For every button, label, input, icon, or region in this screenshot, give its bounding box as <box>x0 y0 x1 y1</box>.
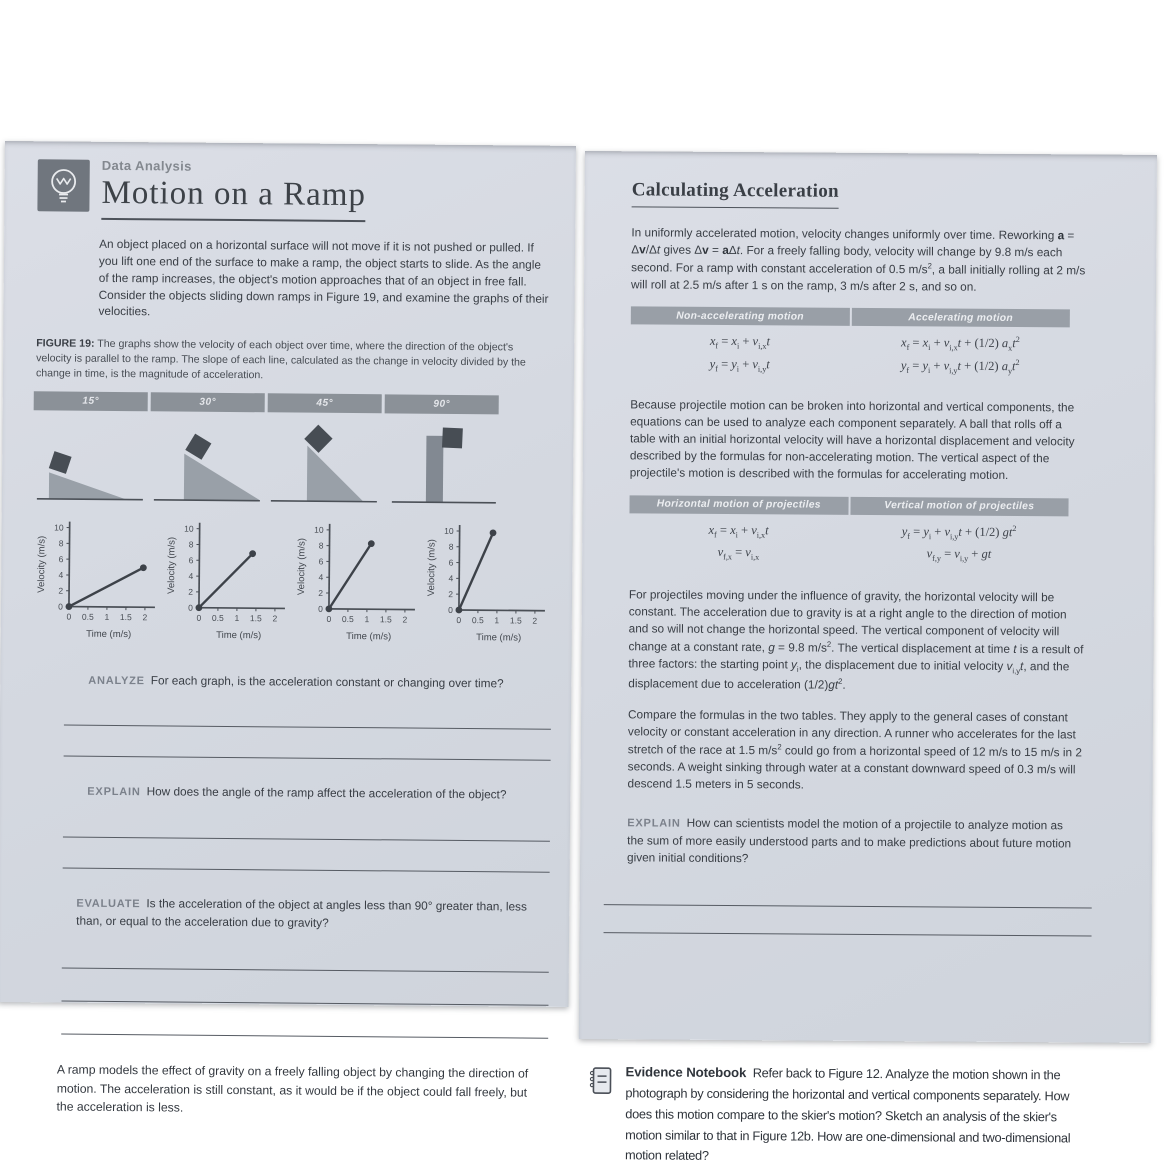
svg-text:2: 2 <box>188 586 194 597</box>
svg-text:0: 0 <box>188 602 193 613</box>
svg-text:4: 4 <box>58 569 64 580</box>
equation: $y_f = y_i + v_{i,y}t + (1/2)$ $gt^2$ <box>901 523 1017 541</box>
svg-text:1: 1 <box>104 611 110 622</box>
answer-line <box>604 867 1092 909</box>
svg-text:8: 8 <box>318 540 324 551</box>
answer-line <box>62 930 549 973</box>
left-page <box>0 141 576 1115</box>
question-analyze <box>88 671 554 761</box>
question-text: Is the acceleration of the object at angles less than 90° greater than, less than, or equal to the acceleration due to gravity? <box>76 896 527 931</box>
section-kicker: Data Analysis <box>101 157 192 174</box>
evidence-notebook-text: Refer back to Figure 12. Analyze the motion shown in the photograph by considering the horizontal and vertical components separately. How does this motion compare to the skier's motion? Sketch an analysis of the skier's motion similar to that in Figure 12b. How are one-dimensional and two-dimensional motion related? <box>624 1065 1071 1164</box>
svg-text:6: 6 <box>58 553 64 564</box>
equation: $v_{f,x} = v_{i,x}$ <box>717 545 760 562</box>
svg-text:0: 0 <box>58 601 63 612</box>
answer-line <box>63 838 550 873</box>
svg-text:0: 0 <box>318 603 323 614</box>
answer-line <box>64 726 551 761</box>
svg-text:1.5: 1.5 <box>379 613 392 624</box>
svg-text:Velocity (m/s): Velocity (m/s) <box>426 538 438 596</box>
section-title: Calculating Acceleration <box>632 179 839 208</box>
svg-text:Velocity (m/s): Velocity (m/s) <box>166 536 178 594</box>
table-cell-accelerating <box>851 326 1070 383</box>
page-title: Motion on a Ramp <box>101 175 366 223</box>
paragraph-projectile-components: Because projectile motion can be broken into horizontal and vertical components, the equations can be used to analyze each component separately. A ball that rolls off a table with an initial horizontal velocity will have a horizontal displacement and velocity described by the formulas for non-accelerating motion. The vertical aspect of the projectile's motion is described with the formulas for accelerating motion. <box>629 397 1075 483</box>
svg-text:8: 8 <box>58 537 64 548</box>
notebook-icon <box>587 1065 613 1102</box>
question-explain <box>87 783 553 873</box>
svg-text:0.5: 0.5 <box>211 612 224 623</box>
paragraph-compare-formulas: Compare the formulas in the two tables. They apply to the general cases of constant velocity or constant acceleration in any direction. A runner who accelerates for the last stretch of the race at 1.5 $m/s^2$ could go from a horizontal speed of 12 m/s to 15 m/s in 2 seconds. A weight sinking through water at a constant downward speed of 0.3 m/s will descend 1.5 meters in 5 seconds. <box>627 707 1082 792</box>
equation: $y_f = y_i + v_{i,y}t$ <box>709 356 770 374</box>
svg-text:Velocity (m/s): Velocity (m/s) <box>296 537 308 595</box>
svg-text:1: 1 <box>234 612 240 623</box>
angle-label-15: 15° <box>34 391 148 411</box>
closing-paragraph: A ramp models the effect of gravity on a freely falling object by changing the direction of motion. The acceleration is still constant, as it would be if the object could fall freely, but the acceleration is less. <box>56 1062 529 1115</box>
svg-text:10: 10 <box>54 521 64 533</box>
svg-text:6: 6 <box>448 557 454 568</box>
svg-text:2: 2 <box>402 614 408 625</box>
svg-text:2: 2 <box>532 615 538 626</box>
ramp-diagram-90deg <box>384 413 499 510</box>
svg-text:4: 4 <box>188 570 194 581</box>
svg-text:1: 1 <box>364 613 370 624</box>
svg-text:2: 2 <box>58 585 64 596</box>
svg-text:0: 0 <box>448 604 453 615</box>
figure-label: FIGURE 19: <box>36 337 95 350</box>
question-evaluate <box>75 895 551 1039</box>
svg-text:10: 10 <box>184 523 194 534</box>
answer-line <box>61 1002 548 1039</box>
svg-text:1.5: 1.5 <box>509 614 522 626</box>
figure-caption: FIGURE 19: The graphs show the velocity of each object over time, where the direction of the object's velocity is parallel to the ramp. The slope of each line, calculated as the change in velocity divided by the change in time, is the magnitude of acceleration. <box>35 337 526 381</box>
svg-text:6: 6 <box>318 555 324 566</box>
question-label: ANALYZE <box>88 674 145 687</box>
svg-text:Time (m/s): Time (m/s) <box>86 628 132 640</box>
svg-text:1: 1 <box>494 614 500 625</box>
svg-text:0.5: 0.5 <box>81 611 94 622</box>
left-page-header <box>37 155 562 224</box>
ramp-diagram-15deg <box>33 410 148 507</box>
svg-text:10: 10 <box>444 525 454 536</box>
table-header-vertical: Vertical motion of projectiles <box>850 496 1069 516</box>
table-accelerating-motion <box>630 307 1070 384</box>
paragraph-uniform-acceleration: In uniformly accelerated motion, velocity changes uniformly over time. Reworking a = Δv/Δt gives Δv = aΔt. For a freely falling body, velocity will change by 9.8 m/s each second. For a ramp with constant acceleration of 0.5 $m/s^2$, a ball initially rolling at 2 m/s will roll at 2.5 m/s after 1 s on the ramp, 3 m/s after 2 s, and so on. <box>631 225 1086 294</box>
answer-line <box>64 689 551 730</box>
velocity-graph-15deg <box>35 508 166 650</box>
velocity-graphs-row <box>35 508 559 654</box>
ramp-diagram-30deg <box>150 411 265 508</box>
svg-text:1.5: 1.5 <box>119 611 132 622</box>
svg-text:0: 0 <box>196 612 202 623</box>
svg-text:Time (m/s): Time (m/s) <box>216 629 262 641</box>
answer-line <box>61 969 548 1006</box>
question-text: How can scientists model the motion of a projectile to analyze motion as the sum of more easily understood parts and to make predictions about future motion given initial conditions? <box>627 816 1072 866</box>
equation: $v_{f,y} = v_{i,y}$ + gt <box>926 546 992 564</box>
svg-text:0: 0 <box>456 614 462 625</box>
svg-text:2: 2 <box>448 588 454 599</box>
angle-label-90: 90° <box>385 394 499 414</box>
table-projectile-motion <box>629 495 1069 572</box>
angle-label-30: 30° <box>151 392 265 412</box>
velocity-graph-90deg <box>425 511 556 653</box>
answer-line <box>63 801 550 842</box>
svg-text:1.5: 1.5 <box>249 612 262 623</box>
lightbulb-icon <box>37 159 89 211</box>
equation: $x_f = x_i + v_{i,x}t$ <box>709 334 771 352</box>
question-label: EXPLAIN <box>87 786 141 799</box>
svg-text:2: 2 <box>272 612 278 623</box>
table-header-nonaccelerating: Non-accelerating motion <box>631 307 850 327</box>
paragraph-gravity-influence: For projectiles moving under the influence of gravity, the horizontal velocity will be constant. The acceleration due to gravity is at a right angle to the direction of motion and so will not change the horizontal speed. The vertical component of velocity will change at a constant rate, g = 9.8 $m/s^2$. The vertical displacement at time t is a result of three factors: the starting point $y_i$, the displacement due to initial velocity $v_{i,y}t$, and the displacement due to acceleration $(1/2)gt^2$. <box>628 587 1084 692</box>
svg-text:4: 4 <box>448 572 454 583</box>
svg-text:2: 2 <box>318 587 324 598</box>
svg-text:0: 0 <box>326 613 332 624</box>
velocity-graph-30deg <box>165 509 296 651</box>
velocity-graph-45deg <box>295 510 426 652</box>
svg-text:2: 2 <box>142 611 148 622</box>
table-cell-horizontal <box>629 513 848 570</box>
ramp-diagrams <box>33 410 560 511</box>
evidence-notebook <box>587 1061 1081 1164</box>
table-cell-vertical <box>850 514 1069 571</box>
table-header-horizontal: Horizontal motion of projectiles <box>629 495 848 515</box>
equation: $y_f = y_i + v_{i,y}t + (1/2)$ $a_yt^2$ <box>900 358 1020 376</box>
svg-text:Velocity (m/s): Velocity (m/s) <box>36 535 48 593</box>
equation: $x_f = x_i + v_{i,x}t$ <box>708 522 769 540</box>
angle-label-45: 45° <box>268 393 382 413</box>
equation: $x_f = x_i + v_{i,x}t + (1/2)$ $a_xt^2$ <box>901 335 1020 353</box>
question-text: How does the angle of the ramp affect the acceleration of the object? <box>146 784 507 802</box>
svg-text:0: 0 <box>66 611 72 622</box>
table-header-accelerating: Accelerating motion <box>851 308 1070 328</box>
svg-text:4: 4 <box>318 571 324 582</box>
svg-text:10: 10 <box>314 524 324 535</box>
svg-text:Time (m/s): Time (m/s) <box>346 630 392 642</box>
svg-text:Time (m/s): Time (m/s) <box>476 631 522 644</box>
evidence-notebook-title: Evidence Notebook <box>625 1064 747 1081</box>
right-page <box>579 151 1157 1164</box>
intro-paragraph: An object placed on a horizontal surface will not move if it is not pushed or pulled. If you lift one end of the surface to make a ramp, the object starts to slide. As the angle of the ramp increases, the object's motion approaches that of an object in free fall. Consider the objects sliding down ramps in Figure 19, and examine the graphs of their velocities. <box>98 237 549 319</box>
question-label: EVALUATE <box>76 898 141 911</box>
answer-line <box>604 906 1092 937</box>
question-label: EXPLAIN <box>627 817 681 830</box>
svg-text:0.5: 0.5 <box>471 614 484 625</box>
question-explain-right <box>627 815 1083 937</box>
question-text: For each graph, is the acceleration constant or changing over time? <box>150 672 504 690</box>
ramp-diagram-45deg <box>267 412 382 509</box>
svg-text:6: 6 <box>188 554 194 565</box>
table-cell-nonaccelerating <box>630 325 849 382</box>
svg-text:8: 8 <box>188 538 194 549</box>
svg-text:0.5: 0.5 <box>341 613 354 624</box>
svg-text:8: 8 <box>448 541 454 552</box>
